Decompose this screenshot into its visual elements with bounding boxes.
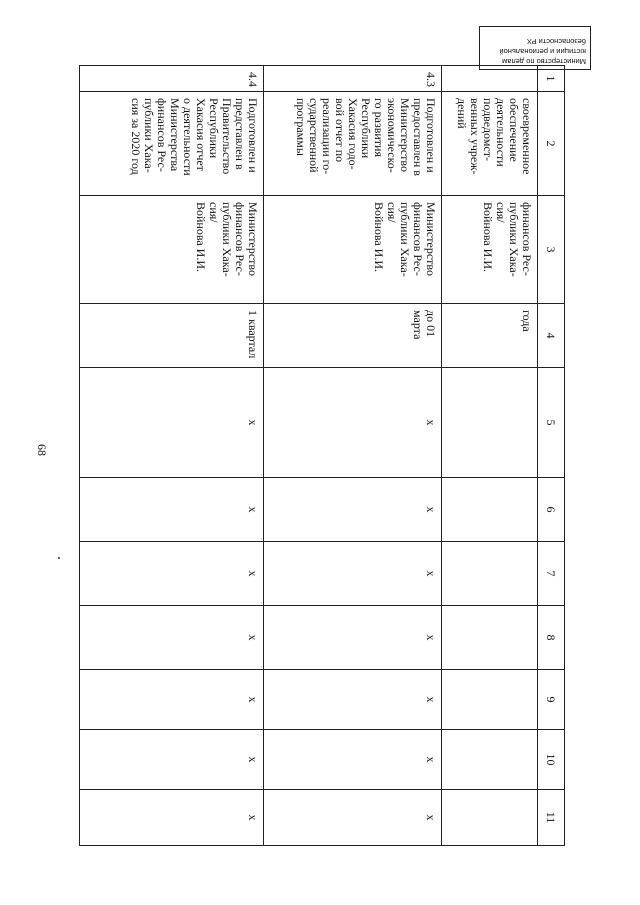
responsible-cell: Министерство финансов Рес- публики Хака- сия/ Войнова И.И. — [80, 196, 264, 304]
ministry-stamp — [479, 26, 591, 70]
header-cell: 5 — [538, 368, 565, 478]
value-cell — [442, 478, 538, 542]
stamp-line: юстиции и региональной — [499, 47, 586, 56]
plan-table — [79, 65, 565, 846]
measure-cell: своевременное обеспечение деятельности подведомст- венных учреж- дений — [442, 92, 538, 196]
deadline-cell: 1 квартал — [80, 304, 264, 368]
header-row — [538, 66, 565, 846]
header-cell: 4 — [538, 304, 565, 368]
stray-dot — [58, 557, 60, 559]
value-cell: х — [264, 478, 442, 542]
header-cell: 3 — [538, 196, 565, 304]
responsible-cell: финансов Рес- публики Хака- сия/ Войнова И.И. — [442, 196, 538, 304]
value-cell: х — [80, 730, 264, 790]
value-cell: х — [264, 670, 442, 730]
value-cell: х — [80, 368, 264, 478]
value-cell — [442, 730, 538, 790]
value-cell: х — [264, 542, 442, 606]
page-number: 68 — [35, 444, 49, 456]
header-cell: 1 — [538, 66, 565, 92]
stamp-line: безопасности РХ — [526, 37, 586, 46]
value-cell — [442, 670, 538, 730]
value-cell — [442, 606, 538, 670]
table-row — [80, 66, 264, 846]
header-cell: 7 — [538, 542, 565, 606]
value-cell: х — [264, 790, 442, 846]
table-row — [264, 66, 442, 846]
value-cell: х — [80, 478, 264, 542]
value-cell: х — [80, 670, 264, 730]
value-cell: х — [264, 730, 442, 790]
value-cell: х — [264, 368, 442, 478]
value-cell: х — [264, 606, 442, 670]
responsible-cell: Министерство финансов Рес- публики Хака- сия/ Войнова И.И. — [264, 196, 442, 304]
row-number-cell — [442, 66, 538, 92]
row-number-cell: 4.4 — [80, 66, 264, 92]
deadline-cell: до 01 марта — [264, 304, 442, 368]
row-number-cell: 4.3 — [264, 66, 442, 92]
value-cell: х — [80, 790, 264, 846]
measure-cell: Подготовлен и представлен в Правительство Республики Хакасия отчет о деятельности Министерства финансов Рес- публики Хака- сия за 2020 год — [80, 92, 264, 196]
table-row — [442, 66, 538, 846]
value-cell — [442, 542, 538, 606]
value-cell — [442, 368, 538, 478]
header-cell: 8 — [538, 606, 565, 670]
header-cell: 11 — [538, 790, 565, 846]
value-cell — [442, 790, 538, 846]
stamp-line: Министерство по делам — [502, 57, 586, 66]
deadline-cell: года — [442, 304, 538, 368]
header-cell: 9 — [538, 670, 565, 730]
header-cell: 6 — [538, 478, 565, 542]
header-cell: 2 — [538, 92, 565, 196]
header-cell: 10 — [538, 730, 565, 790]
measure-cell: Подготовлен и предоставлен в Министерство экономическо- го развития Республики Хакасия годо- вой отчет по реализации го- сударственной программы — [264, 92, 442, 196]
value-cell: х — [80, 542, 264, 606]
value-cell: х — [80, 606, 264, 670]
rotated-table-wrapper — [85, 65, 565, 845]
